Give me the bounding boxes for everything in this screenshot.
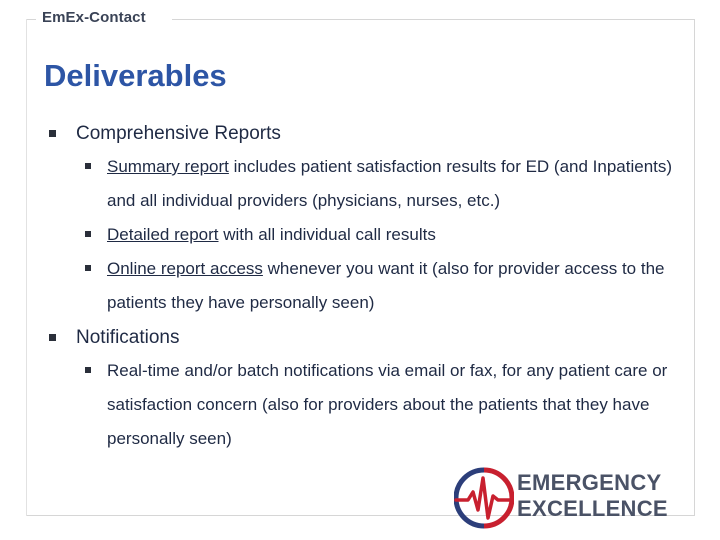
frame-left-border bbox=[26, 19, 27, 516]
section-notifications bbox=[48, 324, 688, 352]
square-bullet-icon bbox=[85, 367, 91, 373]
list-item-summary-report bbox=[48, 150, 688, 218]
list-item-detailed-report bbox=[48, 218, 688, 252]
emergency-excellence-logo bbox=[454, 466, 674, 530]
square-bullet-icon bbox=[49, 130, 56, 137]
list-item-online-report-access bbox=[48, 252, 688, 320]
summary-report-term: Summary report bbox=[107, 157, 229, 176]
heartbeat-emblem-icon bbox=[454, 466, 514, 530]
online-report-access-text: whenever you want it (also for provider access to the patients they have personally seen) bbox=[107, 259, 665, 312]
logo-text-line1: EMERGENCY bbox=[517, 470, 662, 495]
square-bullet-icon bbox=[85, 163, 91, 169]
summary-report-text: includes patient satisfaction results for ED (and Inpatients) and all individual providers (physicians, nurses, etc.) bbox=[107, 157, 673, 210]
header-label: EmEx-Contact bbox=[42, 9, 146, 26]
notifications-text: Real-time and/or batch notifications via email or fax, for any patient care or satisfaction concern (also for providers about the patients that they have personally seen) bbox=[107, 361, 668, 448]
section-comprehensive-reports bbox=[48, 120, 688, 148]
section-heading: Comprehensive Reports bbox=[76, 123, 281, 144]
section-heading: Notifications bbox=[76, 327, 180, 348]
square-bullet-icon bbox=[49, 334, 56, 341]
detailed-report-text: with all individual call results bbox=[218, 225, 436, 244]
slide-content bbox=[48, 120, 688, 456]
square-bullet-icon bbox=[85, 265, 91, 271]
list-item-notifications bbox=[48, 354, 688, 456]
slide-title: Deliverables bbox=[44, 58, 227, 93]
detailed-report-term: Detailed report bbox=[107, 225, 219, 244]
frame-right-border bbox=[694, 19, 695, 516]
square-bullet-icon bbox=[85, 231, 91, 237]
logo-text-line2: EXCELLENCE bbox=[517, 496, 668, 521]
online-report-access-term: Online report access bbox=[107, 259, 263, 278]
